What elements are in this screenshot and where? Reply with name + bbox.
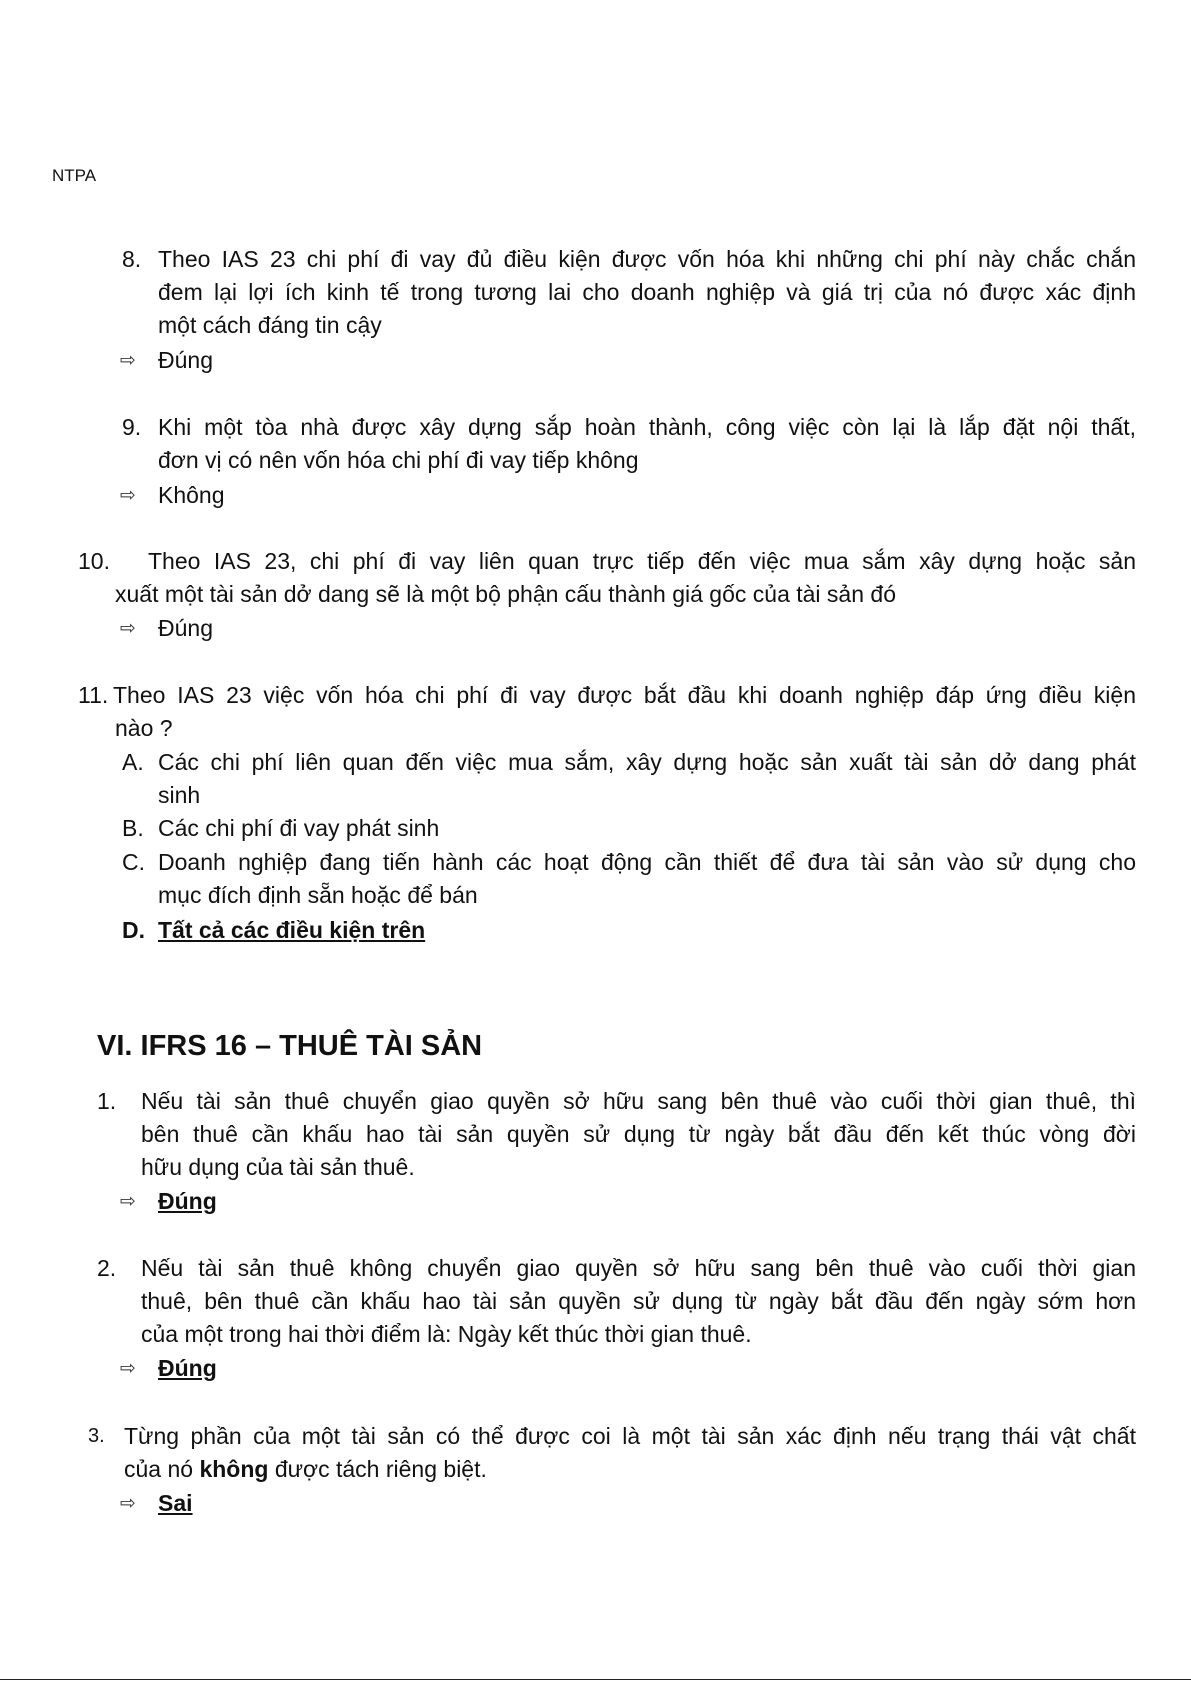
q10-line-1: Theo IAS 23, chi phí đi vay liên quan trực tiếp đến việc mua sắm xây dựng hoặc sản [148, 548, 1136, 574]
s1-answer: Đúng [158, 1188, 217, 1214]
s1-line-3: hữu dụng của tài sản thuê. [141, 1154, 415, 1180]
arrow-right-icon: ⇨ [120, 1358, 136, 1379]
s3-answer: Sai [158, 1490, 193, 1516]
q11-option-d-letter: D. [122, 917, 145, 943]
s3-line-2 [124, 1453, 487, 1486]
s2-number: 2. [97, 1255, 117, 1281]
arrow-right-icon: ⇨ [120, 350, 136, 371]
s1-number: 1. [97, 1088, 117, 1114]
s3-line-2-bold: không [199, 1456, 269, 1482]
q11-line-1: Theo IAS 23 việc vốn hóa chi phí đi vay được bắt đầu khi doanh nghiệp đáp ứng điều kiện [113, 682, 1136, 708]
q10-answer: Đúng [158, 615, 213, 641]
q11-option-a-line-1: Các chi phí liên quan đến việc mua sắm, xây dựng hoặc sản xuất tài sản dở dang phát [158, 749, 1136, 775]
q9-line-1: Khi một tòa nhà được xây dựng sắp hoàn thành, công việc còn lại là lắp đặt nội thất, [158, 414, 1136, 440]
s2-line-1: Nếu tài sản thuê không chuyển giao quyền sở hữu sang bên thuê vào cuối thời gian [141, 1255, 1136, 1281]
s2-line-3: của một trong hai thời điểm là: Ngày kết thúc thời gian thuê. [141, 1321, 752, 1347]
section-heading: VI. IFRS 16 – THUÊ TÀI SẢN [97, 1030, 483, 1062]
s3-line-2-pre: của nó [124, 1456, 200, 1482]
q8-line-1: Theo IAS 23 chi phí đi vay đủ điều kiện được vốn hóa khi những chi phí này chắc chắn [158, 246, 1136, 272]
q11-option-d-line-1: Tất cả các điều kiện trên [158, 917, 426, 943]
q11-option-a-letter: A. [122, 749, 144, 775]
q9-answer: Không [158, 482, 225, 508]
s1-line-1: Nếu tài sản thuê chuyển giao quyền sở hữu sang bên thuê vào cuối thời gian thuê, thì [141, 1088, 1136, 1114]
s3-line-2-post: được tách riêng biệt. [268, 1456, 487, 1482]
q11-option-c-line-1: Doanh nghiệp đang tiến hành các hoạt động cần thiết để đưa tài sản vào sử dụng cho [158, 849, 1136, 875]
q9-number: 9. [122, 414, 142, 440]
q11-option-b-letter: B. [122, 815, 144, 841]
q11-line-2: nào ? [115, 715, 173, 741]
q11-number: 11. [78, 682, 109, 708]
q10-number: 10. [78, 548, 110, 574]
q11-option-c-letter: C. [122, 849, 145, 875]
s1-line-2: bên thuê cần khấu hao tài sản quyền sử dụng từ ngày bắt đầu đến kết thúc vòng đời [141, 1121, 1136, 1147]
arrow-right-icon: ⇨ [120, 485, 136, 506]
s3-line-1: Từng phần của một tài sản có thể được coi là một tài sản xác định nếu trạng thái vật chất [124, 1423, 1136, 1449]
q11-option-b-line-1: Các chi phí đi vay phát sinh [158, 815, 440, 841]
q8-number: 8. [122, 246, 142, 272]
page-bottom-divider [0, 1679, 1191, 1680]
arrow-right-icon: ⇨ [120, 1493, 136, 1514]
q9-line-2: đơn vị có nên vốn hóa chi phí đi vay tiếp không [158, 447, 639, 473]
page-header: NTPA [52, 166, 97, 185]
s2-answer: Đúng [158, 1355, 217, 1381]
arrow-right-icon: ⇨ [120, 1191, 136, 1212]
q8-answer: Đúng [158, 347, 213, 373]
q8-line-2: đem lại lợi ích kinh tế trong tương lai cho doanh nghiệp và giá trị của nó được xác định [158, 279, 1136, 305]
q11-option-a-line-2: sinh [158, 782, 201, 808]
q11-option-c-line-2: mục đích định sẵn hoặc để bán [158, 882, 478, 908]
s2-line-2: thuê, bên thuê cần khấu hao tài sản quyền sử dụng từ ngày bắt đầu đến ngày sớm hơn [141, 1288, 1136, 1314]
q8-line-3: một cách đáng tin cậy [158, 312, 382, 338]
q10-line-2: xuất một tài sản dở dang sẽ là một bộ phận cấu thành giá gốc của tài sản đó [115, 581, 896, 607]
s3-number: 3. [88, 1425, 105, 1447]
arrow-right-icon: ⇨ [120, 618, 136, 639]
